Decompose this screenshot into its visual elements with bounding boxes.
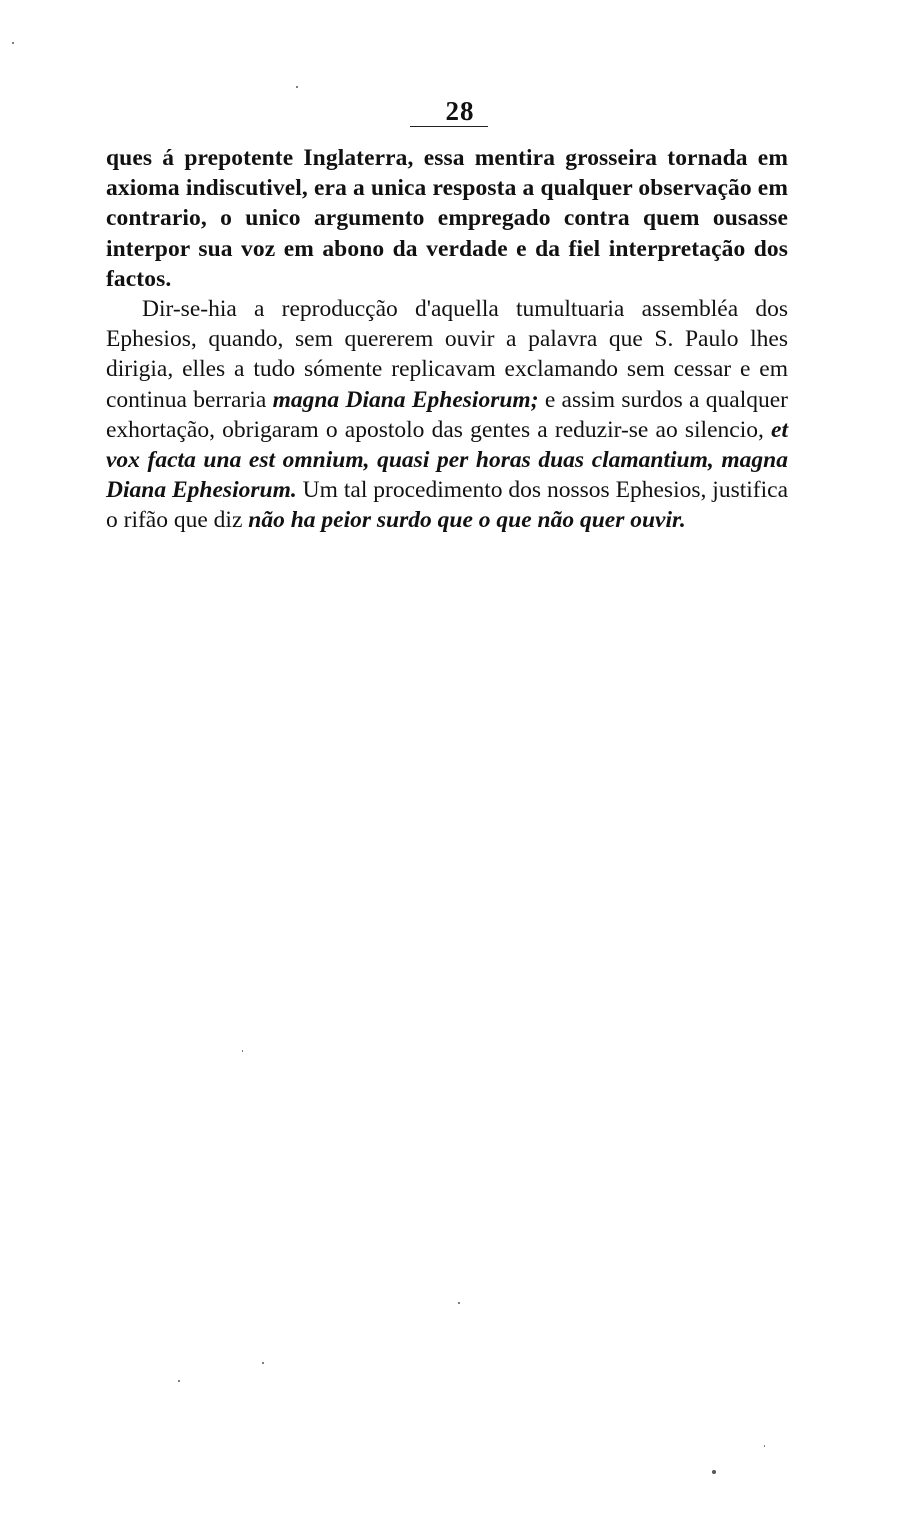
scan-speck xyxy=(764,1445,765,1447)
paragraph-1: ques á prepotente Inglaterra, essa mentira grosseira tornada em axioma indiscutivel, era a unica resposta a qualquer observação em contrario, o unico argumento empregado contra quem ousasse interpor sua voz em abono da verdade e da fiel interpretação dos factos. xyxy=(106,145,788,292)
body-text xyxy=(106,143,788,536)
scan-speck xyxy=(262,1362,264,1364)
paragraph-2 xyxy=(106,294,788,536)
paragraph-2-text-3: Um tal procedimento dos nossos Ephesios, justifica o rifão que diz xyxy=(106,477,788,534)
paragraph-2-text-2: e assim surdos a qualquer exhortação, obrigaram o apostolo das gentes a reduzir-se ao silencio, xyxy=(106,386,788,443)
paragraph-2-text-1: Dir-se-hia a reproducção d'aquella tumultuaria assembléa dos Ephesios, quando, sem quererem ouvir a palavra que S. Paulo lhes dirigia, elles a tudo sómente replicavam exclamando sem cessar e em continua berraria xyxy=(106,296,788,413)
scan-speck xyxy=(458,1302,460,1304)
scan-speck xyxy=(178,1380,180,1382)
latin-quote-2: et vox facta una est omnium, quasi per horas duas clamantium, magna Diana Ephesiorum. xyxy=(106,416,788,504)
scan-speck xyxy=(242,1050,243,1052)
scan-speck xyxy=(12,42,14,44)
page-number: 28 xyxy=(445,96,475,126)
scan-speck xyxy=(296,86,298,88)
proverb-quote: não ha peior surdo que o que não quer ouvir. xyxy=(248,507,686,534)
scan-speck xyxy=(712,1470,716,1474)
page-number-rule xyxy=(410,126,488,127)
latin-quote-1: magna Diana Ephesiorum; xyxy=(272,386,539,413)
